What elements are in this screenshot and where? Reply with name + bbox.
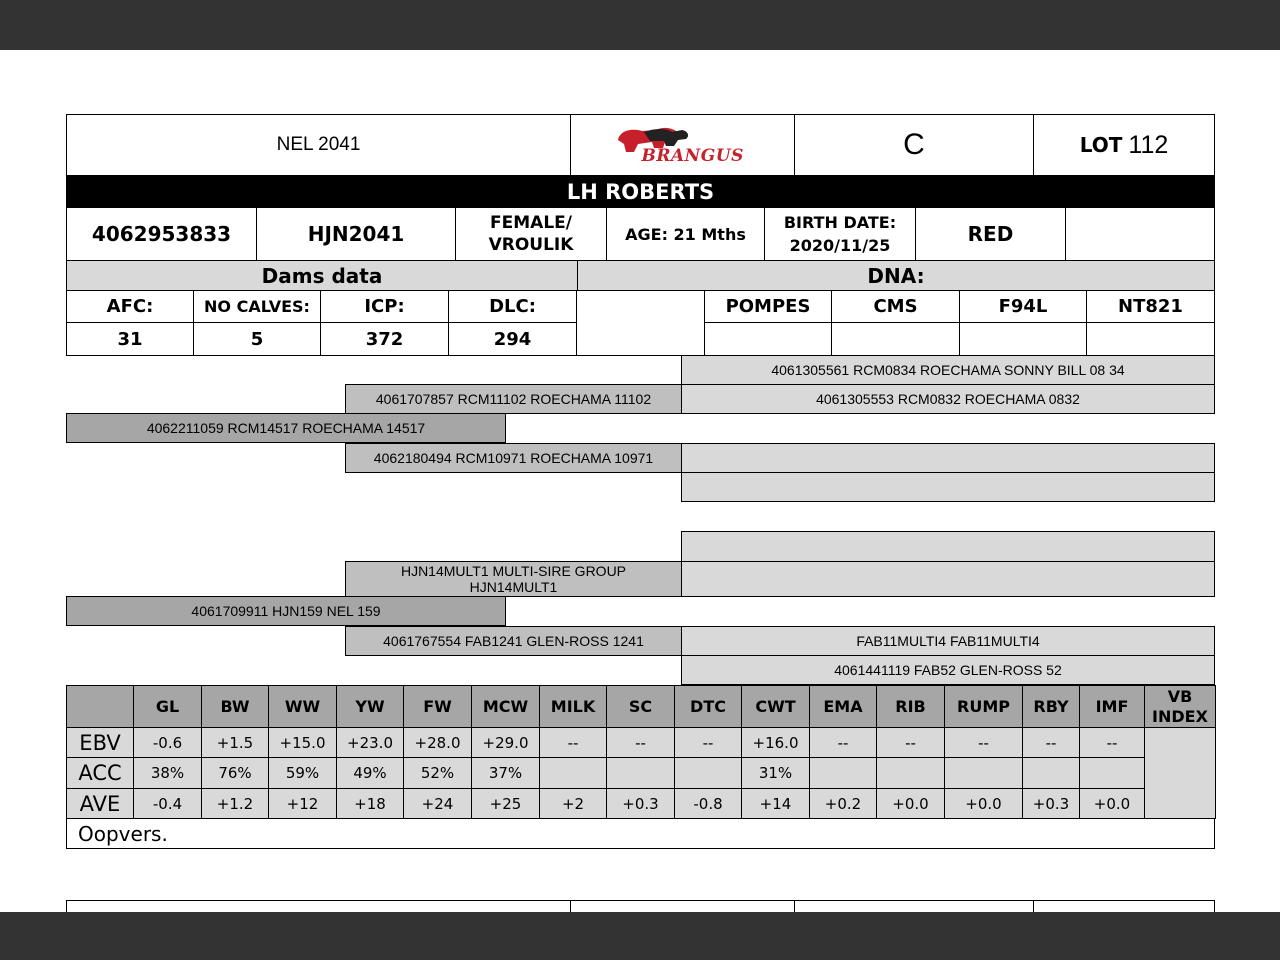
breeder-bar	[66, 175, 1215, 208]
dna-value-cms	[831, 322, 960, 356]
ebv-value-cell	[606, 788, 675, 819]
logo-text: BRANGUS	[641, 146, 744, 166]
ebv-value-cell	[809, 757, 877, 789]
ebv-value-cell	[336, 757, 404, 789]
ebv-value: --	[905, 733, 916, 752]
pedigree-text: 4061707857 RCM11102 ROECHAMA 11102	[375, 391, 652, 407]
ebv-value: --	[702, 733, 714, 752]
dna-header-label: POMPES	[725, 296, 811, 317]
ebv-column-header	[809, 685, 877, 728]
ebv-value: +0.0	[1093, 794, 1131, 813]
pedigree-text: 4061441119 FAB52 GLEN-ROSS 52	[834, 662, 1062, 678]
ebv-column-header	[1022, 685, 1080, 728]
sex-cell	[455, 207, 607, 261]
pedigree-text: 4061767554 FAB1241 GLEN-ROSS 1241	[383, 633, 644, 649]
ebv-value-cell	[336, 788, 404, 819]
dams-value: 5	[250, 328, 264, 350]
ebv-column-header	[336, 685, 404, 728]
age-value: AGE: 21 Mths	[625, 224, 746, 244]
ebv-value: +24	[421, 794, 454, 813]
ebv-row-label-text: ACC	[78, 761, 122, 785]
ebv-value-cell	[268, 757, 337, 789]
birth-date-cell	[764, 207, 916, 261]
grade-value: C	[903, 128, 925, 161]
ebv-column-header	[876, 685, 945, 728]
pedigree-sire-dam-dam	[681, 472, 1215, 502]
pedigree-dam-dam-sire	[681, 626, 1215, 656]
ebv-row-label-text: EBV	[79, 730, 121, 755]
ebv-column-header	[539, 685, 607, 728]
pedigree-text: 4061709911 HJN159 NEL 159	[191, 603, 381, 619]
ebv-value: +15.0	[279, 733, 326, 752]
ebv-value-cell	[674, 757, 742, 789]
lot-cell	[1033, 114, 1215, 176]
vb-index-header	[1144, 685, 1216, 728]
ebv-value: +25	[489, 794, 522, 813]
ebv-column-label: FW	[423, 697, 452, 716]
grade-cell	[794, 114, 1034, 176]
ebv-value-cell	[674, 727, 742, 758]
dna-header-label: F94L	[998, 296, 1048, 317]
ebv-column-label: SC	[628, 697, 653, 716]
sex-line1: FEMALE/	[490, 213, 572, 233]
animal-name: NEL 2041	[276, 134, 361, 155]
breeder-name: LH ROBERTS	[566, 179, 715, 204]
pedigree-dam-sire	[345, 561, 682, 597]
ebv-column-header	[606, 685, 675, 728]
ebv-value: -0.8	[693, 794, 723, 813]
dams-header-label: ICP:	[364, 296, 405, 317]
ebv-value: --	[1106, 733, 1118, 752]
ebv-column-label: CWT	[755, 697, 796, 716]
animal-id-cell	[256, 207, 456, 261]
pedigree-sire-dam	[345, 443, 682, 473]
ebv-column-header	[403, 685, 472, 728]
ebv-column-label: EMA	[823, 697, 863, 716]
ebv-value-cell	[268, 788, 337, 819]
ebv-column-header	[133, 685, 202, 728]
ebv-corner-cell	[66, 685, 134, 728]
dna-title	[577, 260, 1215, 291]
ebv-value-cell	[471, 757, 540, 789]
ebv-value: --	[837, 733, 849, 752]
dna-blank-cell	[576, 290, 705, 356]
ebv-value-cell	[471, 727, 540, 758]
ebv-value: -0.4	[152, 794, 183, 813]
ebv-value: --	[635, 733, 646, 752]
registration-number: 4062953833	[91, 222, 232, 246]
dams-title-text: Dams data	[261, 263, 383, 288]
pedigree-dam-dam-dam	[681, 655, 1215, 685]
ebv-column-label: GL	[155, 697, 180, 716]
ebv-value-cell	[944, 788, 1023, 819]
ebv-value-cell	[133, 727, 202, 758]
ebv-value: 49%	[353, 764, 387, 782]
ebv-value-cell	[1079, 788, 1145, 819]
remarks-text: Oopvers.	[78, 821, 168, 846]
ebv-value-cell	[471, 788, 540, 819]
ebv-value: +18	[354, 794, 386, 813]
pedigree-text: 4061305553 RCM0832 ROECHAMA 0832	[816, 391, 1080, 407]
ebv-value: 59%	[285, 764, 320, 782]
pedigree-sire-sire-sire	[681, 355, 1215, 385]
ebv-value-cell	[403, 788, 472, 819]
ebv-column-label: MCW	[482, 697, 529, 716]
ebv-value: +0.0	[965, 794, 1002, 813]
ebv-column-label: IMF	[1095, 697, 1129, 716]
ebv-value-cell	[1022, 757, 1080, 789]
dams-value: 31	[117, 328, 143, 350]
ebv-value-cell	[606, 727, 675, 758]
ebv-value: +0.0	[892, 794, 929, 813]
dna-value-nt821	[1086, 322, 1215, 356]
ebv-column-header	[471, 685, 540, 728]
ebv-value-cell	[133, 757, 202, 789]
logo-cell	[570, 114, 795, 176]
ebv-row-label	[66, 727, 134, 758]
ebv-column-header	[944, 685, 1023, 728]
dams-header-label: NO CALVES:	[204, 297, 310, 316]
ebv-value-cell	[606, 757, 675, 789]
ebv-value-cell	[876, 788, 945, 819]
dams-title	[66, 260, 578, 291]
ebv-value-cell	[201, 727, 269, 758]
ebv-value: +2	[561, 794, 585, 813]
ebv-column-header	[201, 685, 269, 728]
dams-value-icp	[320, 322, 449, 356]
pedigree-sire-sire	[345, 384, 682, 414]
ebv-value: +0.2	[824, 794, 862, 813]
pedigree-text: 4062211059 RCM14517 ROECHAMA 14517	[146, 420, 426, 436]
ebv-value: 52%	[420, 764, 455, 782]
vb-index-label: INDEX	[1152, 706, 1208, 726]
ebv-value-cell	[539, 757, 607, 789]
dams-value: 372	[365, 328, 404, 350]
ebv-value-cell	[133, 788, 202, 819]
ebv-value-cell	[944, 727, 1023, 758]
ebv-value-cell	[1079, 757, 1145, 789]
ebv-value-cell	[1079, 727, 1145, 758]
ebv-value: 31%	[758, 764, 793, 782]
ebv-column-label: DTC	[690, 697, 726, 716]
ebv-column-label: YW	[355, 697, 385, 716]
ebv-column-label: RIB	[895, 697, 926, 716]
ebv-value-cell	[809, 727, 877, 758]
ebv-value-cell	[1022, 727, 1080, 758]
viewer-top-bar	[0, 0, 1280, 50]
pedigree-text: FAB11MULTI4 FAB11MULTI4	[856, 633, 1040, 649]
dna-value-f94l	[959, 322, 1087, 356]
ebv-value: +0.3	[622, 794, 659, 813]
pedigree-dam-sire-sire	[681, 531, 1215, 562]
animal-name-cell	[66, 114, 571, 176]
pedigree-dam-dam	[345, 626, 682, 656]
extra-cell	[1065, 207, 1215, 261]
brangus-logo	[608, 122, 758, 168]
ebv-value: 38%	[150, 764, 185, 782]
ebv-value: +1.2	[216, 794, 254, 813]
dna-header-label: NT821	[1118, 296, 1183, 317]
dams-header-calves	[193, 290, 321, 323]
dna-header-cms	[831, 290, 960, 323]
dna-header-nt821	[1086, 290, 1215, 323]
dna-header-pompes	[704, 290, 832, 323]
ebv-value-cell	[403, 757, 472, 789]
animal-id: HJN2041	[307, 222, 405, 246]
ebv-value: --	[978, 733, 989, 752]
ebv-value: 76%	[218, 764, 252, 782]
pedigree-sire-sire-dam	[681, 384, 1215, 414]
ebv-row-label	[66, 757, 134, 789]
ebv-value-cell	[539, 788, 607, 819]
color-cell	[915, 207, 1066, 261]
ebv-value: -0.6	[152, 733, 183, 752]
dams-header-afc	[66, 290, 194, 323]
ebv-value-cell	[1022, 788, 1080, 819]
dams-value-calves	[193, 322, 321, 356]
sex-line2: VROULIK	[488, 235, 574, 255]
lot-label: LOT	[1079, 133, 1123, 157]
ebv-value: 37%	[488, 764, 523, 782]
pedigree-sire-dam-sire	[681, 443, 1215, 473]
age-cell	[606, 207, 765, 261]
pedigree-text: HJN14MULT1 MULTI-SIRE GROUP	[400, 563, 627, 579]
remarks-cell	[66, 818, 1215, 849]
ebv-value-cell	[741, 788, 810, 819]
dams-value: 294	[493, 328, 532, 350]
pedigree-dam-sire-dam	[681, 561, 1215, 597]
ebv-value: +14	[759, 794, 792, 813]
pedigree-text: 4062180494 RCM10971 ROECHAMA 10971	[373, 450, 654, 466]
ebv-column-label: RBY	[1033, 697, 1069, 716]
ebv-value-cell	[336, 727, 404, 758]
ebv-column-header	[268, 685, 337, 728]
dams-value-dlc	[448, 322, 577, 356]
ebv-column-label: BW	[220, 697, 250, 716]
pedigree-sire	[66, 413, 506, 443]
ebv-value-cell	[268, 727, 337, 758]
pedigree-text: HJN14MULT1	[469, 579, 558, 595]
lot-number: 112	[1128, 130, 1169, 159]
ebv-value: +29.0	[482, 733, 529, 752]
ebv-value-cell	[201, 757, 269, 789]
color-value: RED	[967, 222, 1014, 246]
ebv-value: +23.0	[347, 733, 393, 752]
ebv-column-header	[674, 685, 742, 728]
birth-date-value: 2020/11/25	[789, 236, 891, 255]
viewer-bottom-bar	[0, 912, 1280, 960]
ebv-column-label: RUMP	[957, 697, 1010, 716]
dams-value-afc	[66, 322, 194, 356]
pedigree-text: 4061305561 RCM0834 ROECHAMA SONNY BILL 08 34	[771, 362, 1125, 378]
ebv-value: --	[567, 733, 579, 752]
dna-title-text: DNA:	[867, 263, 925, 288]
ebv-row-label-text: AVE	[79, 791, 121, 816]
ebv-value: +28.0	[414, 733, 461, 752]
ebv-value: +16.0	[752, 733, 799, 752]
dna-header-f94l	[959, 290, 1087, 323]
vb-index-label: VB	[1167, 686, 1193, 706]
dams-header-dlc	[448, 290, 577, 323]
ebv-column-label: WW	[284, 697, 321, 716]
dna-value-pompes	[704, 322, 832, 356]
ebv-column-header	[1079, 685, 1145, 728]
ebv-value-cell	[741, 727, 810, 758]
ebv-value: --	[1045, 733, 1057, 752]
pedigree-dam	[66, 596, 506, 626]
ebv-value-cell	[674, 788, 742, 819]
ebv-value-cell	[876, 727, 945, 758]
ebv-value-cell	[403, 727, 472, 758]
ebv-value-cell	[539, 727, 607, 758]
reg-no-cell	[66, 207, 257, 261]
birth-date-label: BIRTH DATE:	[783, 213, 897, 232]
vb-index-value-cell	[1144, 727, 1216, 819]
ebv-value-cell	[876, 757, 945, 789]
dams-header-label: AFC:	[106, 296, 154, 317]
dams-header-label: DLC:	[489, 296, 536, 317]
ebv-column-label: MILK	[550, 697, 596, 716]
dams-header-icp	[320, 290, 449, 323]
ebv-value: +1.5	[216, 733, 254, 752]
ebv-value: +12	[286, 794, 319, 813]
dna-header-label: CMS	[873, 296, 918, 317]
ebv-column-header	[741, 685, 810, 728]
ebv-value: +0.3	[1032, 794, 1070, 813]
ebv-value-cell	[201, 788, 269, 819]
ebv-value-cell	[741, 757, 810, 789]
ebv-value-cell	[944, 757, 1023, 789]
ebv-row-label	[66, 788, 134, 819]
ebv-value-cell	[809, 788, 877, 819]
